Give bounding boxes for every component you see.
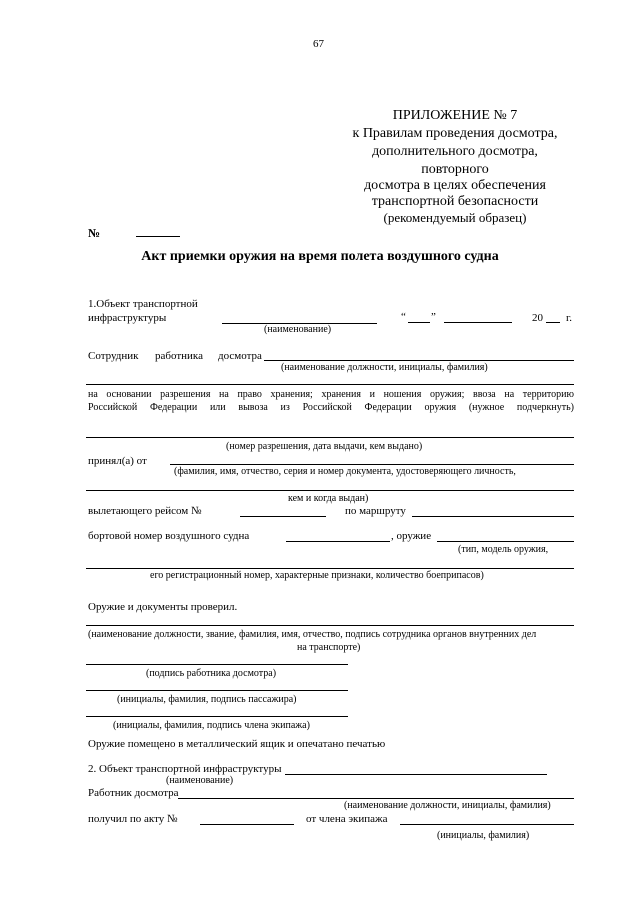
person-hint: (фамилия, имя, отчество, серия и номер документа, удостоверяющего личность,: [174, 466, 516, 477]
permit-hint: (номер разрешения, дата выдачи, кем выдано): [226, 441, 423, 452]
object-label-line2: инфраструктуры: [88, 312, 167, 324]
year-prefix: 20: [532, 312, 543, 324]
employee-word2: работника: [155, 350, 203, 362]
quote-open: “: [401, 311, 406, 323]
route-field[interactable]: [412, 516, 574, 517]
police-field[interactable]: [86, 625, 574, 626]
employee-field-line2[interactable]: [86, 384, 574, 385]
employee-word1: Сотрудник: [88, 350, 139, 362]
naming-hint: (наименование): [264, 324, 332, 335]
s2-crew-hint: (инициалы, фамилия): [437, 830, 530, 841]
document-title: Акт приемки оружия на время полета воздушного судна: [141, 249, 499, 264]
weapon-field-line2[interactable]: [86, 568, 574, 569]
appendix-line: дополнительного досмотра,: [372, 144, 538, 159]
person-field-line2[interactable]: [86, 490, 574, 491]
s2-object-field[interactable]: [285, 774, 547, 775]
number-field-line[interactable]: [136, 236, 180, 237]
s2-crew-field[interactable]: [400, 824, 574, 825]
appendix-note: (рекомендуемый образец): [383, 210, 527, 225]
flight-field[interactable]: [240, 516, 326, 517]
passenger-signature-hint: (инициалы, фамилия, подпись пассажира): [117, 694, 297, 705]
s2-crew-label: от члена экипажа: [306, 813, 388, 825]
quote-close: ”: [431, 311, 436, 323]
appendix-line: повторного: [421, 162, 489, 177]
s2-worker-field-cont[interactable]: [310, 798, 574, 799]
received-from-field[interactable]: [170, 464, 574, 465]
employee-word3: досмотра: [218, 350, 262, 362]
permit-field[interactable]: [86, 437, 574, 438]
s2-act-number-field[interactable]: [200, 824, 294, 825]
passenger-signature-field[interactable]: [86, 690, 348, 691]
object-label-line1: 1.Объект транспортной: [88, 298, 198, 310]
year-suffix: г.: [566, 312, 573, 324]
basis-line1: на основании разрешения на право хранения; хранения и ношения оружия; ввоза на территорию: [88, 389, 574, 400]
appendix-title: ПРИЛОЖЕНИЕ № 7: [392, 108, 518, 123]
board-number-label: бортовой номер воздушного судна: [88, 530, 250, 542]
employee-field[interactable]: [264, 360, 574, 361]
day-field[interactable]: [408, 322, 430, 323]
board-number-field[interactable]: [286, 541, 390, 542]
number-sign: №: [88, 226, 101, 240]
employee-hint: (наименование должности, инициалы, фамилия): [281, 362, 488, 373]
sealed-text: Оружие помещено в металлический ящик и опечатано печатью: [88, 738, 386, 750]
screen-signature-hint: (подпись работника досмотра): [146, 668, 277, 679]
route-label: по маршруту: [345, 505, 406, 517]
police-hint-line1: (наименование должности, звание, фамилия, имя, отчество, подпись сотрудника органов внутренних дел: [88, 629, 537, 640]
s2-worker-field[interactable]: [178, 798, 310, 799]
police-hint-line2: на транспорте): [297, 642, 361, 653]
basis-line2: Российской Федерации или вывоза из Российской Федерации оружия (нужное подчеркнуть): [88, 402, 574, 413]
crew-signature-hint: (инициалы, фамилия, подпись члена экипажа): [113, 720, 310, 731]
s2-worker-hint: (наименование должности, инициалы, фамилия): [344, 800, 551, 811]
appendix-line: досмотра в целях обеспечения: [364, 178, 546, 193]
year-field[interactable]: [546, 322, 560, 323]
page-number: 67: [313, 38, 324, 50]
appendix-line: транспортной безопасности: [371, 194, 539, 209]
weapon-label: , оружие: [391, 530, 432, 542]
month-field[interactable]: [444, 322, 512, 323]
weapon-hint: (тип, модель оружия,: [458, 544, 549, 555]
screen-signature-field[interactable]: [86, 664, 348, 665]
crew-signature-field[interactable]: [86, 716, 348, 717]
received-from-label: принял(а) от: [88, 455, 147, 467]
checked-text: Оружие и документы проверил.: [88, 601, 238, 613]
registration-hint: его регистрационный номер, характерные признаки, количество боеприпасов): [150, 570, 484, 581]
s2-act-label: получил по акту №: [88, 813, 178, 825]
s2-object-label: 2. Объект транспортной инфраструктуры: [88, 763, 282, 775]
appendix-line: к Правилам проведения досмотра,: [352, 126, 558, 141]
issued-hint: кем и когда выдан): [288, 493, 369, 504]
s2-worker-label: Работник досмотра: [88, 787, 179, 799]
weapon-field[interactable]: [437, 541, 574, 542]
flight-label: вылетающего рейсом №: [88, 505, 202, 517]
s2-naming-hint: (наименование): [166, 775, 234, 786]
